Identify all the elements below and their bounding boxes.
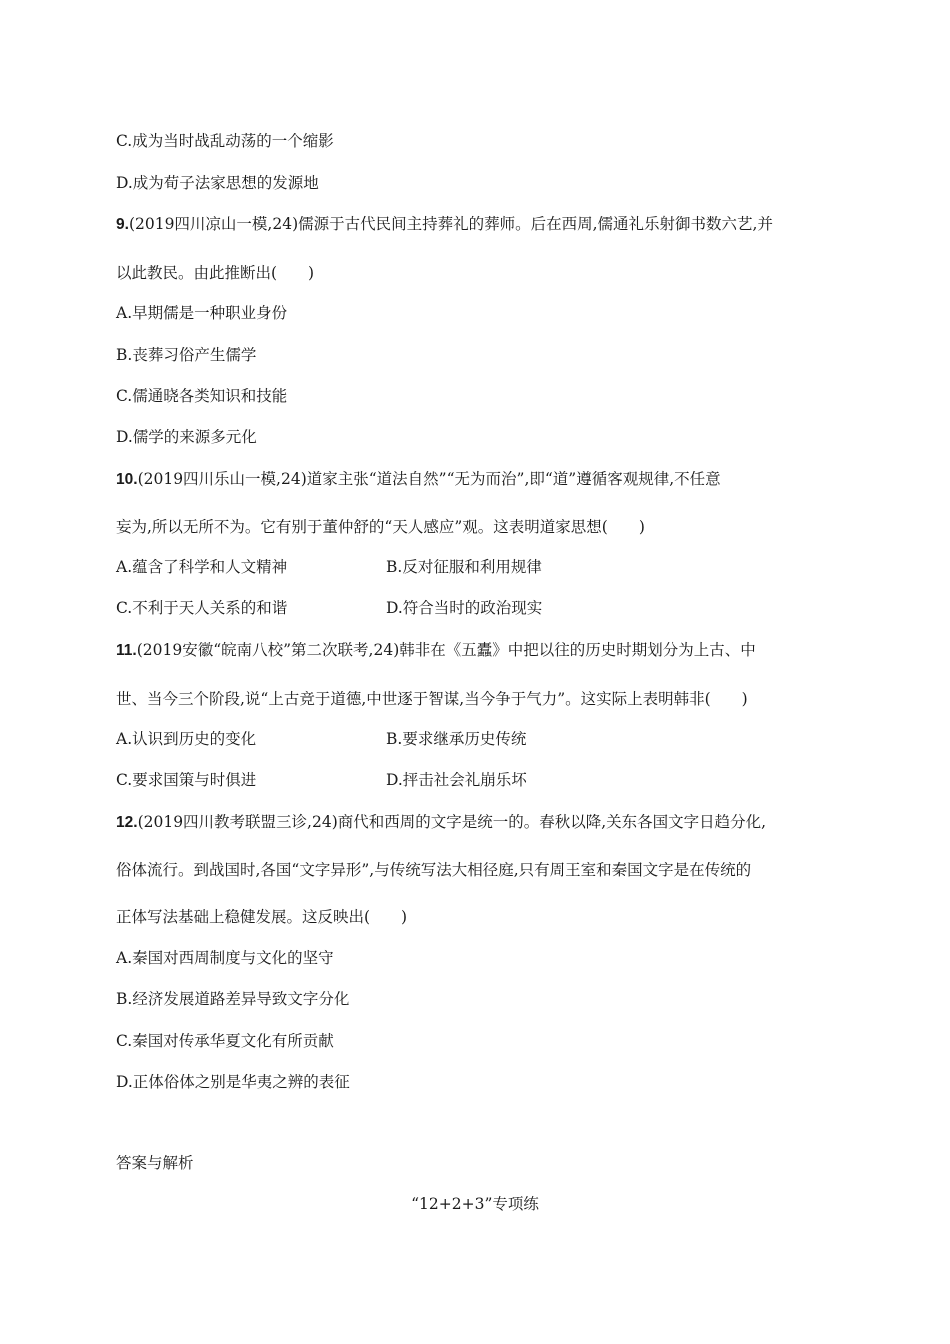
question-number: 9. — [116, 216, 129, 233]
question-text: 以此教民。由此推断出( ) — [116, 264, 315, 282]
question-text: (2019四川乐山一模,24)道家主张“道法自然”“无为而治”,即“道”遵循客观规律,不任意 — [137, 470, 721, 488]
option-text: C.儒通晓各类知识和技能 — [116, 387, 288, 405]
question-number: 11. — [116, 642, 137, 659]
question-9 — [116, 214, 773, 235]
question-number: 12. — [116, 814, 138, 831]
option-text: D.符合当时的政治现实 — [386, 599, 543, 617]
option-text: A.早期儒是一种职业身份 — [116, 304, 288, 322]
question-12 — [116, 812, 766, 833]
option-text: C.秦国对传承华夏文化有所贡献 — [116, 1032, 334, 1050]
option-text: D.正体俗体之别是华夷之辨的表征 — [116, 1073, 350, 1091]
question-number: 10. — [116, 471, 138, 488]
question-10 — [116, 469, 721, 490]
question-text: (2019四川凉山一模,24)儒源于古代民间主持葬礼的葬师。后在西周,儒通礼乐射御书数六艺,并 — [128, 215, 773, 233]
question-text: 妄为,所以无所不为。它有别于董仲舒的“天人感应”观。这表明道家思想( ) — [116, 518, 645, 536]
question-text: 俗体流行。到战国时,各国“文字异形”,与传统写法大相径庭,只有周王室和秦国文字是在传统的 — [116, 861, 752, 879]
option-text: A.秦国对西周制度与文化的坚守 — [116, 949, 334, 967]
answers-heading: 答案与解析 — [116, 1154, 194, 1172]
option-text: A.蕴含了科学和人文精神 — [116, 558, 288, 576]
option-text: D.成为荀子法家思想的发源地 — [116, 174, 319, 192]
question-11 — [116, 640, 756, 661]
option-text: B.反对征服和利用规律 — [386, 558, 542, 576]
option-text: C.成为当时战乱动荡的一个缩影 — [116, 132, 334, 150]
section-title: “12+2+3”专项练 — [411, 1195, 539, 1213]
option-text: C.不利于天人关系的和谐 — [116, 599, 288, 617]
option-text: B.经济发展道路差异导致文字分化 — [116, 990, 350, 1008]
option-text: B.要求继承历史传统 — [386, 730, 527, 748]
option-text: C.要求国策与时俱进 — [116, 771, 257, 789]
option-text: D.抨击社会礼崩乐坏 — [386, 771, 527, 789]
option-text: A.认识到历史的变化 — [116, 730, 257, 748]
question-text: 正体写法基础上稳健发展。这反映出( ) — [116, 908, 408, 926]
question-text: 世、当今三个阶段,说“上古竞于道德,中世逐于智谋,当今争于气力”。这实际上表明韩非( ) — [116, 690, 748, 708]
question-text: (2019四川教考联盟三诊,24)商代和西周的文字是统一的。春秋以降,关东各国文字日趋分化, — [137, 813, 767, 831]
question-text: (2019安徽“皖南八校”第二次联考,24)韩非在《五蠹》中把以往的历史时期划分为上古、中 — [136, 641, 756, 659]
option-text: D.儒学的来源多元化 — [116, 428, 257, 446]
option-text: B.丧葬习俗产生儒学 — [116, 346, 257, 364]
